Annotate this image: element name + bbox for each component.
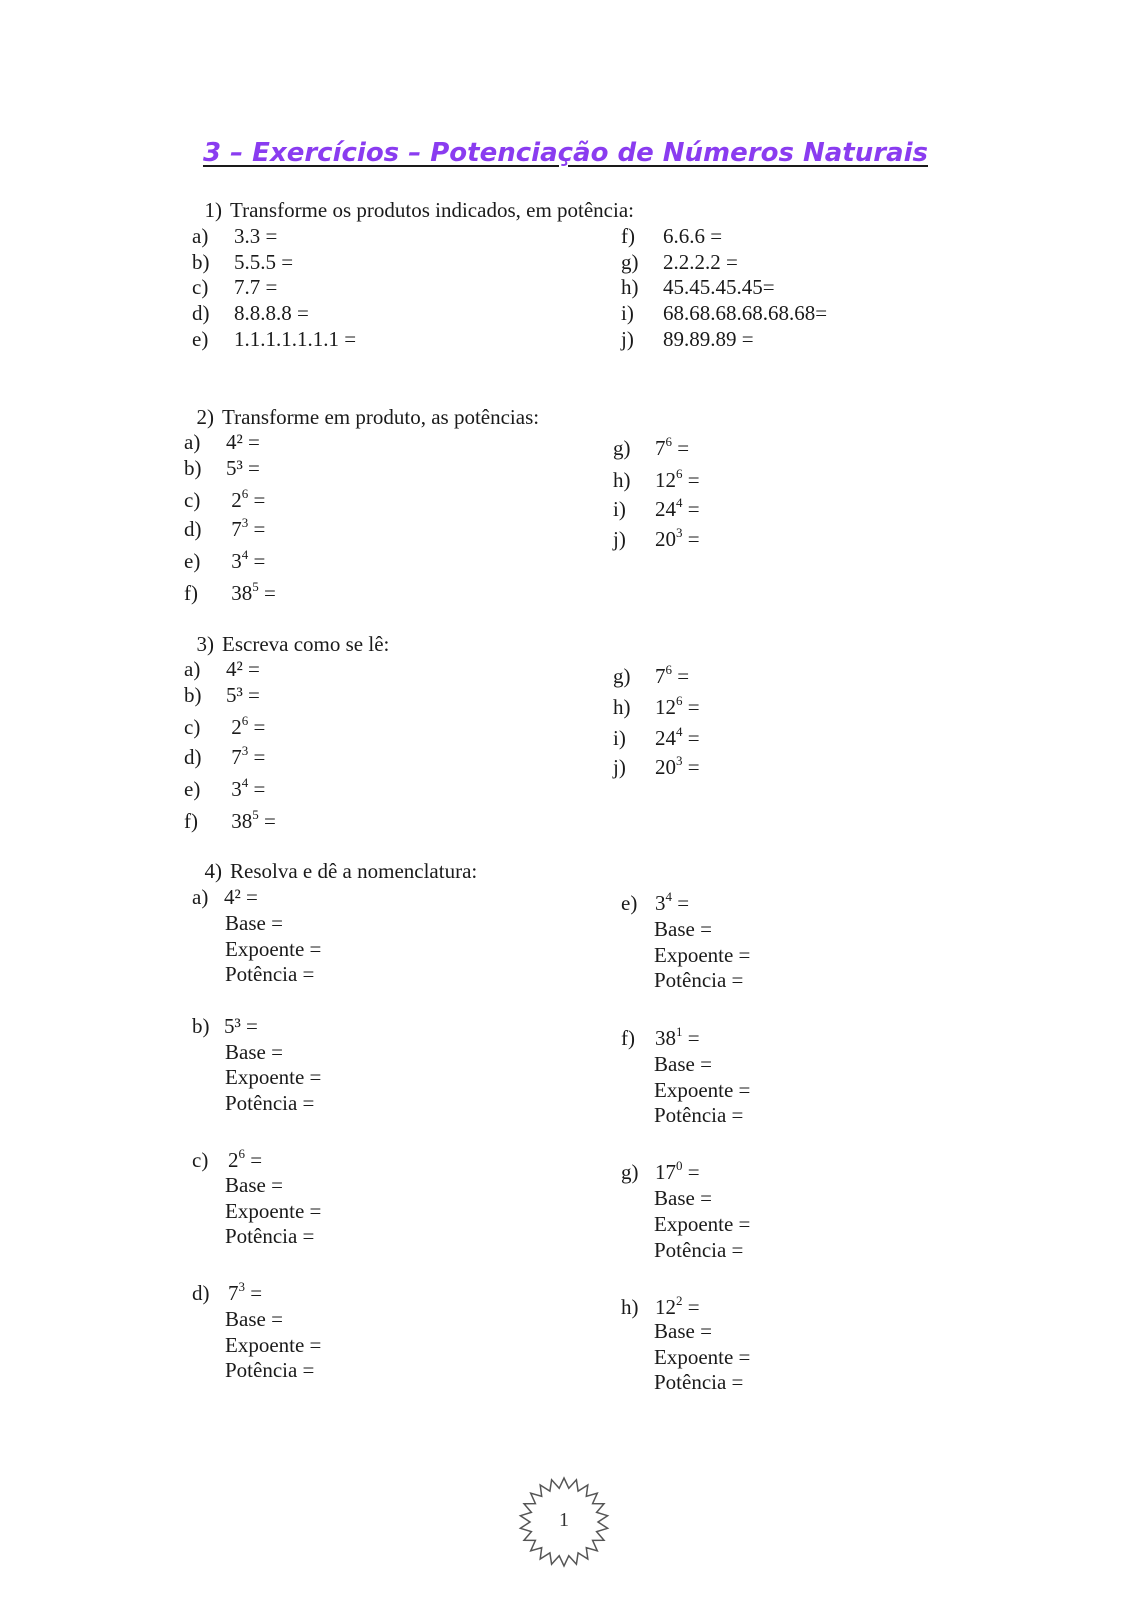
q2-item-f: f) $38^5$ = (184, 579, 276, 605)
q3-item-b: b) 5³ = (184, 683, 260, 707)
q4-f-base: Base = (654, 1052, 712, 1076)
q1-item-f: f) 6.6.6 = (621, 224, 723, 248)
q4-item-h: h) $12^2$ = (621, 1293, 700, 1319)
q4-a-potencia: Potência = (225, 962, 315, 986)
q4-g-potencia: Potência = (654, 1238, 744, 1262)
q3-item-c: c) $2^6$ = (184, 713, 266, 739)
q3-item-i: i) $24^4$ = (613, 724, 700, 750)
q1-item-i: i) 68.68.68.68.68.68= (621, 301, 828, 325)
q3-item-e: e) $3^4$ = (184, 775, 266, 801)
page-number-badge (514, 1472, 614, 1572)
q4-item-a: a) 4² = (192, 885, 258, 909)
q4-e-base: Base = (654, 917, 712, 941)
q4-a-expoente: Expoente = (225, 937, 322, 961)
q1-item-g: g) 2.2.2.2 = (621, 250, 738, 274)
page-number: 1 (559, 1509, 569, 1531)
q3-item-j: j) $20^3$ = (613, 753, 700, 779)
q4-e-expoente: Expoente = (654, 943, 751, 967)
q3-item-a: a) 4² = (184, 657, 260, 681)
q3-item-h: h) $12^6$ = (613, 693, 700, 719)
q4-g-expoente: Expoente = (654, 1212, 751, 1236)
q4-item-g: g) $17^0$ = (621, 1158, 700, 1184)
q4-item-e: e) $3^4$ = (621, 889, 690, 915)
q1-item-a: a) 3.3 = (192, 224, 278, 248)
q4-f-expoente: Expoente = (654, 1078, 751, 1102)
q4-c-base: Base = (225, 1173, 283, 1197)
q1-item-d: d) 8.8.8.8 = (192, 301, 309, 325)
q2-item-g: g) $7^6$ = (613, 434, 690, 460)
q2-item-a: a) 4² = (184, 430, 260, 454)
q4-c-expoente: Expoente = (225, 1199, 322, 1223)
q4-item-b: b) 5³ = (192, 1014, 258, 1038)
page-title: 3 – Exercícios – Potenciação de Números Naturais (202, 138, 928, 168)
q4-h-base: Base = (654, 1319, 712, 1343)
q3-item-d: d) $7^3$ = (184, 743, 266, 769)
q4-b-base: Base = (225, 1040, 283, 1064)
q4-h-expoente: Expoente = (654, 1345, 751, 1369)
q2-item-e: e) $3^4$ = (184, 547, 266, 573)
q4-d-expoente: Expoente = (225, 1333, 322, 1357)
q4-c-potencia: Potência = (225, 1224, 315, 1248)
q2-item-h: h) $12^6$ = (613, 466, 700, 492)
question-3-prompt: 3) Escreva como se lê: (196, 632, 390, 656)
q2-item-c: c) $2^6$ = (184, 486, 266, 512)
q2-item-j: j) $20^3$ = (613, 525, 700, 551)
q4-g-base: Base = (654, 1186, 712, 1210)
q4-e-potencia: Potência = (654, 968, 744, 992)
q4-h-potencia: Potência = (654, 1370, 744, 1394)
q4-b-potencia: Potência = (225, 1091, 315, 1115)
q3-item-f: f) $38^5$ = (184, 807, 276, 833)
q2-item-b: b) 5³ = (184, 456, 260, 480)
q3-item-g: g) $7^6$ = (613, 662, 690, 688)
q4-f-potencia: Potência = (654, 1103, 744, 1127)
q2-item-d: d) $7^3$ = (184, 515, 266, 541)
q4-a-base: Base = (225, 911, 283, 935)
q2-item-i: i) $24^4$ = (613, 495, 700, 521)
q1-item-e: e) 1.1.1.1.1.1.1 = (192, 327, 357, 351)
q1-item-b: b) 5.5.5 = (192, 250, 294, 274)
question-4-prompt: 4) Resolva e dê a nomenclatura: (204, 859, 478, 883)
q4-d-base: Base = (225, 1307, 283, 1331)
q1-item-h: h) 45.45.45.45= (621, 275, 775, 299)
q4-d-potencia: Potência = (225, 1358, 315, 1382)
q4-item-c: c) $2^6$ = (192, 1146, 263, 1172)
q4-b-expoente: Expoente = (225, 1065, 322, 1089)
question-2-prompt: 2) Transforme em produto, as potências: (196, 405, 540, 429)
q1-item-j: j) 89.89.89 = (621, 327, 754, 351)
question-1-prompt: 1) Transforme os produtos indicados, em potência: (204, 198, 634, 222)
q4-item-d: d) $7^3$ = (192, 1279, 263, 1305)
q4-item-f: f) $38^1$ = (621, 1024, 700, 1050)
q1-item-c: c) 7.7 = (192, 275, 278, 299)
